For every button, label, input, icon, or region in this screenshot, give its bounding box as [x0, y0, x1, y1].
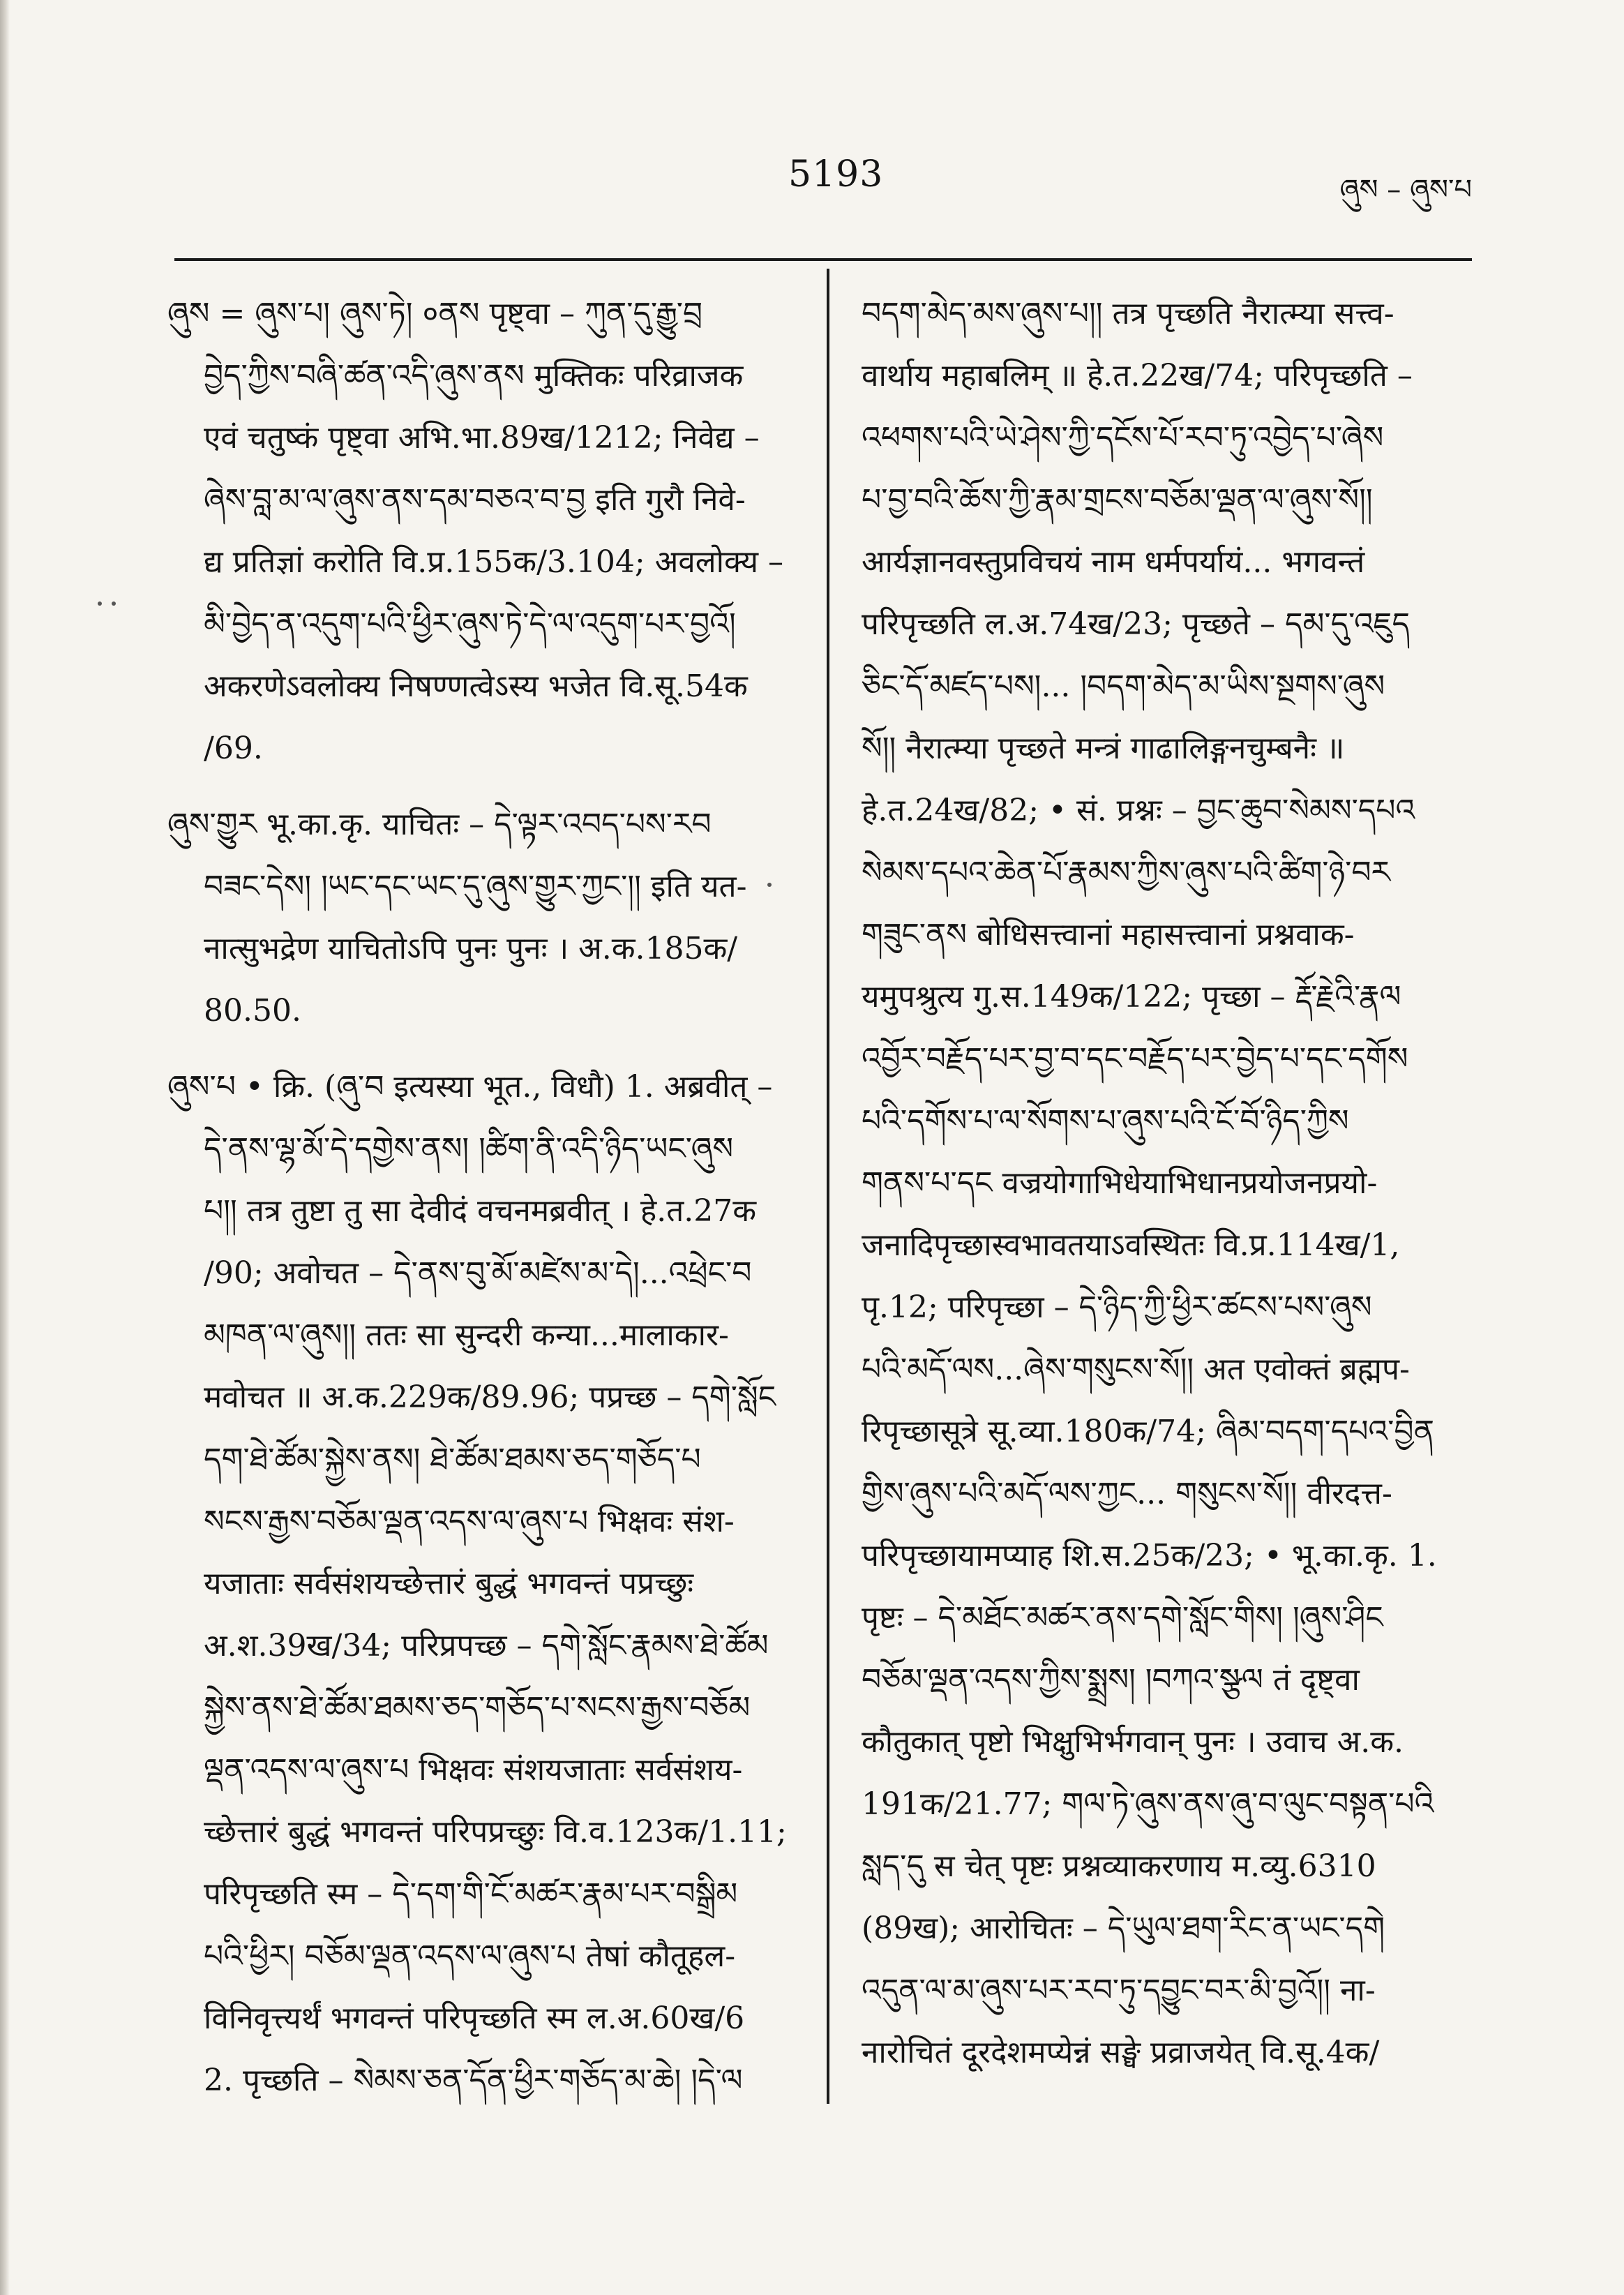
- text-line: च्छेत्तारं बुद्धं भगवन्तं परिपप्रच्छुः वि.व.123क/1.11;: [204, 1814, 787, 1850]
- text-line: पृ.12; परिपृच्छा – དེ་ཉིད་ཀྱི་ཕྱིར་ཚངས་པས་ཞུས: [862, 1289, 1372, 1325]
- scan-speck: [767, 883, 772, 887]
- text-line: जनादिपृच्छास्वभावतयाऽवस्थितः वि.प्र.114ख/1,: [862, 1227, 1400, 1263]
- entry-zhus-pa-line: ཞུས་པ • क्रि. (ཞུ་བ इत्यस्या भूत., विधौ) 1. अब्रवीत् –: [167, 1069, 773, 1105]
- text-line: གྱིས་ཞུས་པའི་མདོ་ལས་ཀྱང... གསུངས་སོ།། वीरदत्त-: [862, 1476, 1392, 1511]
- text-line: འབྱོར་བརྗོད་པར་བྱ་བ་དང་བརྗོད་པར་བྱེད་པ་དང་དགོས: [862, 1041, 1408, 1077]
- right-column: [862, 283, 1482, 2084]
- text-line: པའི་དགོས་པ་ལ་སོགས་པ་ཞུས་པའི་ངོ་བོ་ཉིད་ཀྱིས: [862, 1103, 1349, 1139]
- text-line: བཟང་དེས། །ཡང་དང་ཡང་དུ་ཞུས་གྱུར་ཀྱང་།། इति यत-: [204, 869, 747, 904]
- text-line: मवोचत ॥ अ.क.229क/89.96; पप्रच्छ – དགེ་སློང: [204, 1380, 776, 1415]
- text-line: སངས་རྒྱས་བཅོམ་ལྡན་འདས་ལ་ཞུས་པ भिक्षवः संश-: [204, 1504, 735, 1539]
- text-line: परिपृच्छति ल.अ.74ख/23; पृच्छते – དམ་དུ་འཇུད: [862, 606, 1411, 642]
- text-line: དེ་ནས་ལྷ་མོ་དེ་དགྱེས་ནས། །ཚིག་ནི་འདི་ཉིད་ཡང་ཞུས: [204, 1131, 734, 1167]
- text-line: नारोचितं दूरदेशमप्येन्नं सङ्घे प्रव्राजयेत् वि.सू.4क/: [862, 2035, 1380, 2070]
- text-line: སྐྱེས་ནས་ཐེ་ཚོམ་ཐམས་ཅད་གཅོད་པ་སངས་རྒྱས་བཅོམ: [204, 1690, 751, 1726]
- entry-zhus-line: ཞུས = ཞུས་པ། ཞུས་ཏེ། ०ནས पृष्ट्वा – ཀུན་དུ་རྒྱུ་བྲ: [167, 296, 703, 331]
- text-line: བྱེད་ཀྱིས་བཞི་ཚན་འདི་ཞུས་ནས मुक्तिकः परिव्राजक: [204, 358, 744, 394]
- text-line: /69.: [204, 731, 263, 766]
- text-line: परिपृच्छति स्म – དེ་དག་གི་ངོ་མཚར་རྣམ་པར་བསྒྲིམ: [204, 1876, 738, 1912]
- scan-speck: [112, 601, 116, 606]
- text-line: (89ख); आरोचितः – དེ་ཡུལ་ཐག་རིང་ན་ཡང་དགེ: [862, 1911, 1385, 1946]
- text-line: वार्थाय महाबलिम् ॥ हे.त.22ख/74; परिपृच्छति –: [862, 358, 1413, 394]
- text-line: སེམས་དཔའ་ཆེན་པོ་རྣམས་ཀྱིས་ཞུས་པའི་ཚིག་ཉེ་བར: [862, 855, 1390, 890]
- text-line: འཕགས་པའི་ཡེ་ཤེས་ཀྱི་དངོས་པོ་རབ་ཏུ་འབྱེད་པ་ཞེས: [862, 420, 1384, 456]
- text-line: བཅོམ་ལྡན་འདས་ཀྱིས་སྨྲས། །བཀའ་སྩལ तं दृष्ट्वा: [862, 1662, 1360, 1698]
- left-column: [167, 283, 799, 2111]
- page-number: 5193: [788, 154, 884, 195]
- text-line: द्य प्रतिज्ञां करोति वि.प्र.155क/3.104; अवलोक्य –: [204, 544, 784, 580]
- text-line: पृष्टः – དེ་མཐོང་མཚར་ནས་དགེ་སློང་གིས། །ཞུས་ཤིང: [862, 1600, 1383, 1636]
- text-line: མཁན་ལ་ཞུས།། ततः सा सुन्दरी कन्या...मालाकार-: [204, 1317, 729, 1353]
- running-head: ཞུས – ཞུས་པ: [1339, 174, 1472, 206]
- text-line: དག་ཐེ་ཚོམ་སྐྱེས་ནས། ཐེ་ཚོམ་ཐམས་ཅད་གཅོད་པ: [204, 1442, 701, 1477]
- text-line: བདག་མེད་མས་ཞུས་པ།། तत्र पृच्छति नैरात्म्या सत्त्व-: [862, 296, 1394, 331]
- column-divider: [827, 269, 829, 2104]
- text-line: པ་བྱ་བའི་ཆོས་ཀྱི་རྣམ་གྲངས་བཅོམ་ལྡན་ལ་ཞུས་སོ།།: [862, 482, 1373, 518]
- text-line: नात्सुभद्रेण याचितोऽपि पुनः पुनः । अ.क.185क/: [204, 931, 738, 966]
- text-line: /90; अवोचत – དེ་ནས་བུ་མོ་མཛེས་མ་དེ།...འཕྲེང་བ: [204, 1255, 752, 1291]
- text-line: रिपृच्छासूत्रे सू.व्या.180क/74; ཞིམ་བདག་དཔའ་བྱིན: [862, 1414, 1434, 1449]
- text-line: परिपृच्छायामप्याह शि.स.25क/23; • भू.का.कृ. 1.: [862, 1538, 1437, 1573]
- text-line: སོ།། नैरात्म्या पृच्छते मन्त्रं गाढालिङ्गनचुम्बनैः ॥: [862, 731, 1345, 766]
- text-line: གནས་པ་དང वज्रयोगाभिधेयाभिधानप्रयोजनप्रयो-: [862, 1165, 1378, 1201]
- text-line: अकरणेऽवलोक्य निषण्णत्वेऽस्य भजेत वि.सू.54क: [204, 668, 748, 704]
- text-line: एवं चतुष्कं पृष्ट्वा अभि.भा.89ख/1212; निवेद्य –: [204, 420, 760, 456]
- text-line: यमुपश्रुत्य गु.स.149क/122; पृच्छा – རྡོ་རྗེའི་རྣལ: [862, 979, 1401, 1015]
- text-line: ལྡན་འདས་ལ་ཞུས་པ भिक्षवः संशयजाताः सर्वसंशय-: [204, 1752, 743, 1788]
- text-line: 2. पृच्छति – སེམས་ཅན་དོན་ཕྱིར་གཅོད་མ་ཆེ། །དེ་ལ: [204, 2063, 743, 2098]
- text-line: विनिवृत्त्यर्थं भगवन्तं परिपृच्छति स्म ल.अ.60ख/6: [204, 2001, 745, 2036]
- text-line: སླད་དུ स चेत् पृष्टः प्रश्नव्याकरणाय म.व्यु.6310: [862, 1848, 1376, 1884]
- text-line: अ.श.39ख/34; परिप्रपच्छ – དགེ་སློང་རྣམས་ཐེ་ཚོམ: [204, 1628, 769, 1664]
- text-line: པ།། तत्र तुष्टा तु सा देवीदं वचनमब्रवीत् । हे.त.27क: [204, 1193, 757, 1229]
- text-line: པའི་ཕྱིར། བཅོམ་ལྡན་འདས་ལ་ཞུས་པ तेषां कौतूहल-: [204, 1938, 736, 1974]
- text-line: པའི་མདོ་ལས...ཞེས་གསུངས་སོ།། अत एवोक्तं ब्रह्मप-: [862, 1352, 1410, 1387]
- text-line: མི་བྱེད་ན་འདུག་པའི་ཕྱིར་ཞུས་ཏེ་དེ་ལ་འདུག་པར་བྱའོ།: [204, 606, 736, 642]
- entry-zhus-gyur-line: ཞུས་གྱུར भू.का.कृ. याचितः – དེ་ལྟར་འབད་པས་རབ: [167, 807, 712, 842]
- scan-edge-shadow: [0, 0, 10, 2295]
- scan-speck: [98, 601, 102, 606]
- text-line: कौतुकात् पृष्टो भिक्षुभिर्भगवान् पुनः । उवाच अ.क.: [862, 1724, 1404, 1760]
- text-line: གཟུང་ནས बोधिसत्त्वानां महासत्त्वानां प्रश्नवाक-: [862, 917, 1355, 952]
- text-line: ཞེས་བླ་མ་ལ་ཞུས་ནས་དམ་བཅའ་བ་བྱ इति गुरौ निवे-: [204, 482, 746, 518]
- text-line: 191क/21.77; གལ་ཏེ་ཞུས་ནས་ཞུ་བ་ལུང་བསྟན་པའི: [862, 1786, 1434, 1822]
- text-line: འདུན་ལ་མ་ཞུས་པར་རབ་ཏུ་དབྱུང་བར་མི་བྱའོ།། ना-: [862, 1973, 1376, 2008]
- text-line: ཅིང་དོ་མཛད་པས།... །བདག་མེད་མ་ཡིས་སྔགས་ཞུས: [862, 668, 1385, 704]
- text-line: हे.त.24ख/82; • सं. प्रश्नः – བྱང་ཆུབ་སེམས་དཔའ: [862, 793, 1415, 828]
- text-line: यजाताः सर्वसंशयच्छेत्तारं बुद्धं भगवन्तं पप्रच्छुः: [204, 1566, 694, 1601]
- text-line: 80.50.: [204, 993, 301, 1029]
- text-line: आर्यज्ञानवस्तुप्रविचयं नाम धर्मपर्यायं... भगवन्तं: [862, 544, 1365, 580]
- header-rule: [174, 258, 1472, 261]
